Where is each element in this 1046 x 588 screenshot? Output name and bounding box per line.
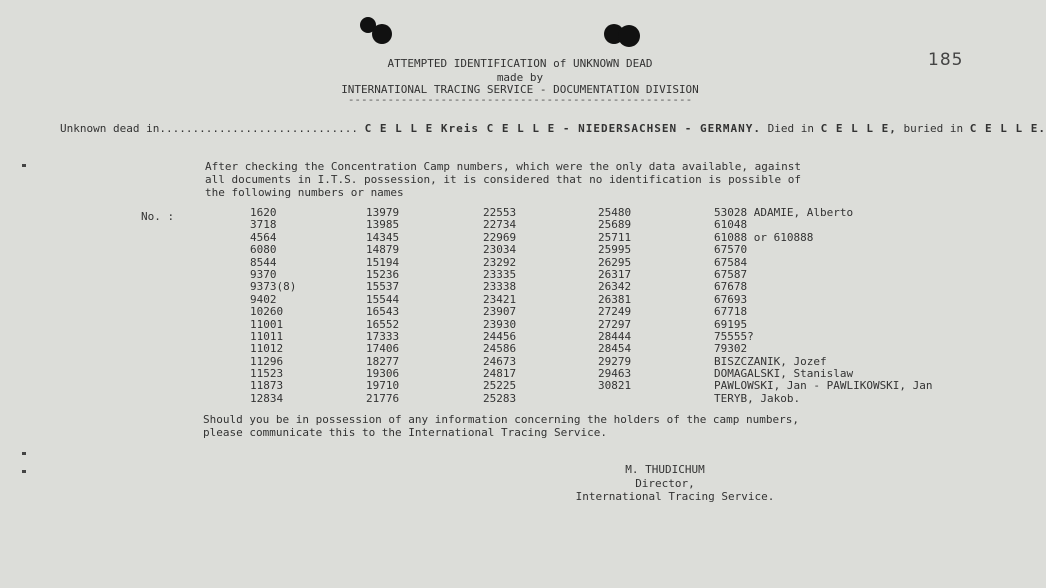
signature-name: M. THUDICHUM <box>625 463 705 476</box>
number-entry: 67584 <box>714 255 748 269</box>
buried-label: buried in <box>903 122 964 135</box>
signature-title: Director, <box>635 477 695 490</box>
punch-hole <box>618 25 640 47</box>
number-entry: BISZCZANIK, Jozef <box>714 354 827 368</box>
number-entry: 13979 <box>366 206 400 219</box>
number-entry: 11011 <box>250 329 284 343</box>
header-made-by: made by <box>496 71 544 84</box>
number-column-4 <box>598 207 631 393</box>
number-entry: 26295 <box>598 255 632 269</box>
number-entry: PAWLOWSKI, Jan - PAWLIKOWSKI, Jan <box>714 379 933 393</box>
number-entry: 53028 ADAMIE, Alberto <box>714 206 854 219</box>
header-organization: INTERNATIONAL TRACING SERVICE - DOCUMENTATION DIVISION <box>341 83 699 96</box>
number-entry: 4564 <box>250 230 277 244</box>
number-entry: 23421 <box>483 292 517 306</box>
number-entry: 22734 <box>483 218 517 232</box>
number-entry: 67587 <box>714 267 748 281</box>
number-entry: 9373(8) <box>250 280 297 294</box>
number-entry: 9370 <box>250 267 277 281</box>
number-entry: 25480 <box>598 206 632 219</box>
buried-place: C E L L E. <box>969 122 1046 135</box>
number-entry: 15544 <box>366 292 400 306</box>
number-entry: 24586 <box>483 342 517 356</box>
number-entry: 24673 <box>483 354 517 368</box>
number-entry: 15194 <box>366 255 400 269</box>
number-entry: TERYB, Jakob. <box>714 391 801 405</box>
number-entry: 25283 <box>483 391 517 405</box>
number-entry: 11873 <box>250 379 284 393</box>
number-column-1 <box>250 207 296 405</box>
number-entry: 23930 <box>483 317 517 331</box>
numbers-label: No. : <box>141 210 175 223</box>
number-entry: 26317 <box>598 267 632 281</box>
number-entry: 8544 <box>250 255 277 269</box>
header-rule: ---------------------------------------------------- <box>347 93 693 106</box>
number-entry: 75555? <box>714 329 754 343</box>
signature-organization: International Tracing Service. <box>575 490 775 503</box>
number-entry: 18277 <box>366 354 400 368</box>
number-entry: 24817 <box>483 367 517 381</box>
number-entry: 29279 <box>598 354 632 368</box>
number-entry: 23338 <box>483 280 517 294</box>
page-number: 185 <box>928 50 964 70</box>
number-entry: 67693 <box>714 292 748 306</box>
number-entry: 21776 <box>366 391 400 405</box>
margin-mark <box>22 470 26 473</box>
number-entry: 12834 <box>250 391 284 405</box>
number-entry: 29463 <box>598 367 632 381</box>
number-entry: 28454 <box>598 342 632 356</box>
number-column-3 <box>483 207 516 405</box>
unknown-dead-prefix: Unknown dead in.............................. <box>60 122 359 135</box>
number-entry: 22553 <box>483 206 517 219</box>
number-entry: DOMAGALSKI, Stanislaw <box>714 367 854 381</box>
number-entry: 19306 <box>366 367 400 381</box>
number-entry: 19710 <box>366 379 400 393</box>
number-entry: 27249 <box>598 305 632 319</box>
number-entry: 22969 <box>483 230 517 244</box>
number-entry: 67678 <box>714 280 748 294</box>
number-entry: 30821 <box>598 379 632 393</box>
number-entry: 27297 <box>598 317 632 331</box>
number-entry: 24456 <box>483 329 517 343</box>
number-entry: 67718 <box>714 305 748 319</box>
number-entry: 11523 <box>250 367 284 381</box>
number-entry: 15537 <box>366 280 400 294</box>
number-entry: 61048 <box>714 218 748 232</box>
number-entry: 26342 <box>598 280 632 294</box>
number-entry: 11296 <box>250 354 284 368</box>
number-entry: 3718 <box>250 218 277 232</box>
number-entry: 11012 <box>250 342 284 356</box>
margin-mark <box>22 452 26 455</box>
number-entry: 25225 <box>483 379 517 393</box>
number-entry: 15236 <box>366 267 400 281</box>
number-entry: 69195 <box>714 317 748 331</box>
number-entry: 17406 <box>366 342 400 356</box>
number-entry: 17333 <box>366 329 400 343</box>
number-entry: 16552 <box>366 317 400 331</box>
number-entry: 25711 <box>598 230 632 244</box>
closing-text: Should you be in possession of any information concerning the holders of the camp numbers, please communicate this to the International Tracing Service. <box>203 413 800 439</box>
number-entry: 67570 <box>714 243 748 257</box>
died-place: C E L L E, <box>820 122 897 135</box>
number-entry: 26381 <box>598 292 632 306</box>
number-entry: 11001 <box>250 317 284 331</box>
number-entry: 61088 or 610888 <box>714 230 814 244</box>
number-entry: 1620 <box>250 206 277 219</box>
punch-hole <box>372 24 392 44</box>
number-entry: 28444 <box>598 329 632 343</box>
margin-mark <box>22 164 26 167</box>
number-entry: 6080 <box>250 243 277 257</box>
number-column-5 <box>714 207 933 405</box>
number-column-2 <box>366 207 399 405</box>
number-entry: 79302 <box>714 342 748 356</box>
died-label: Died in <box>767 122 814 135</box>
number-entry: 13985 <box>366 218 400 232</box>
unknown-dead-line <box>60 122 1046 135</box>
number-entry: 23034 <box>483 243 517 257</box>
number-entry: 25689 <box>598 218 632 232</box>
body-text: After checking the Concentration Camp numbers, which were the only data available, against all documents in I.T.S. possession, it is considered that no identification is possible of the following numbers or names <box>205 160 802 199</box>
number-entry: 16543 <box>366 305 400 319</box>
number-entry: 23292 <box>483 255 517 269</box>
number-entry: 14345 <box>366 230 400 244</box>
number-entry: 9402 <box>250 292 277 306</box>
number-entry: 10260 <box>250 305 284 319</box>
number-entry: 23335 <box>483 267 517 281</box>
header-title: ATTEMPTED IDENTIFICATION of UNKNOWN DEAD <box>387 57 653 70</box>
unknown-dead-location: C E L L E Kreis C E L L E - NIEDERSACHSEN - GERMANY. <box>364 122 762 135</box>
number-entry: 23907 <box>483 305 517 319</box>
number-entry: 14879 <box>366 243 400 257</box>
number-entry: 25995 <box>598 243 632 257</box>
